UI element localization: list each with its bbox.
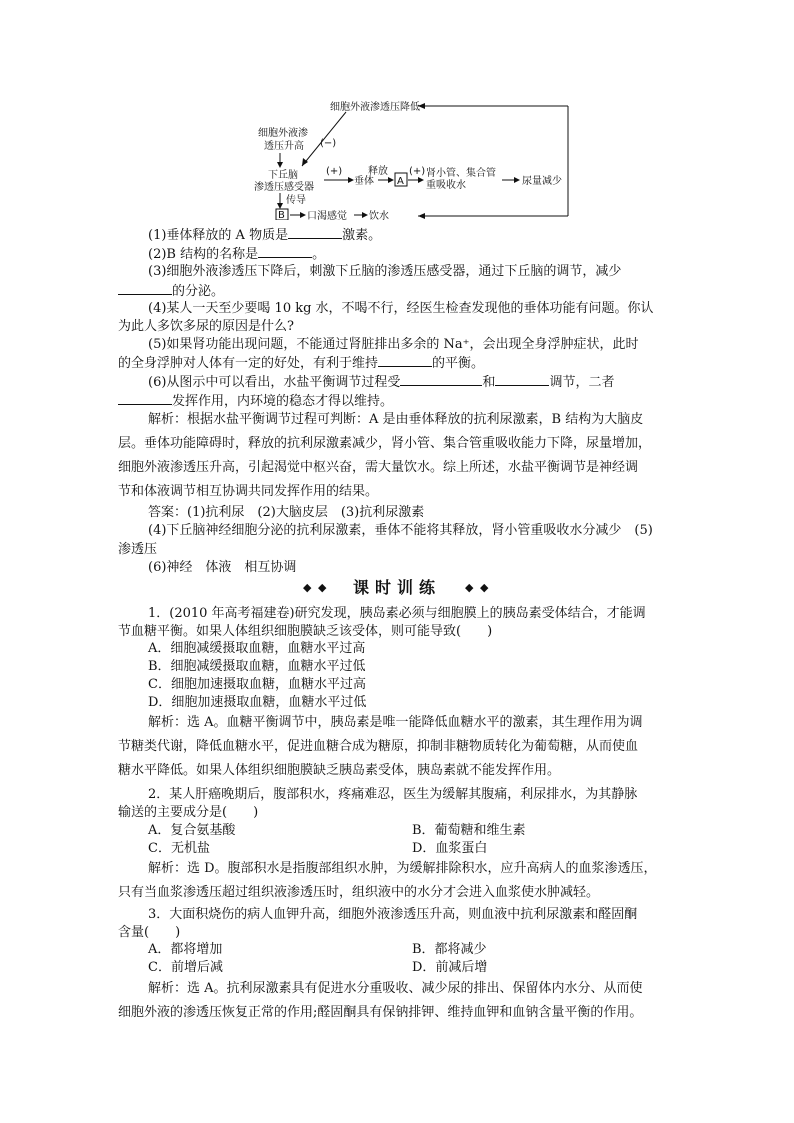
hypothalamus-label-2: 渗透压感受器 [254,182,314,193]
ex3-explanation-1: 解析：选 A。抗利尿激素具有促进水分重吸收、减少尿的排出、保留体内水分、从而使 [148,981,643,996]
question-2 [148,245,325,264]
question-4-line2: 为此人多饮多尿的原因是什么? [118,319,294,334]
q6-blank-2 [495,373,549,386]
ex3-option-b: B．都将减少 [412,942,487,957]
arrow-to-tubule-head [418,177,424,183]
banner-title: 课时训练 [352,578,441,597]
ex1-explanation-2: 节糖类代谢，降低血糖水平，促进血糖合成为糖原，抑制非糖物质转化为葡萄糖，从而使血 [118,739,639,754]
box-a-label: A [397,176,404,187]
q5-tail: 的平衡。 [432,356,485,371]
left-label-1: 细胞外液渗 [258,128,308,139]
ex2-explanation-2: 只有当血浆渗透压超过组织液渗透压时，组织液中的水分才会进入血浆使水肿减轻。 [118,885,600,900]
ex1-stem-line1: 1．(2010 年高考福建卷)研究发现，胰岛素必须与细胞膜上的胰岛素受体结合，才能调 [148,606,646,621]
ex1-option-a: A．细胞减缓摄取血糖，血糖水平过高 [148,641,366,656]
question-6-line2 [118,392,393,411]
q6-tail: 调节，二者 [549,375,615,390]
q6-blank-3 [118,392,172,405]
section-banner [0,577,794,599]
ex2-option-a: A．复合氨基酸 [148,823,236,838]
arrow-to-thirst-head [300,212,306,218]
water-salt-regulation-diagram [250,96,580,220]
ex2-option-b: B．葡萄糖和维生素 [412,823,526,838]
question-1 [148,226,381,245]
ex1-stem-line2: 节血糖平衡。如果人体组织细胞膜缺乏该受体，则可能导致( ) [118,624,493,639]
ex3-option-d: D．前减后增 [412,960,488,975]
q6-text: (6)从图示中可以看出，水盐平衡调节过程受 [148,375,401,390]
top-label: 细胞外液渗透压降低 [330,102,420,113]
ex3-stem-line1: 3．大面积烧伤的病人血钾升高，细胞外液渗透压升高，则血液中抗利尿激素和醛固酮 [148,907,638,922]
ex2-stem-line1: 2．某人肝癌晚期后，腹部积水，疼痛难忍，医生为缓解其腹痛，利尿排水，为其静脉 [148,787,638,802]
arrow-to-drink-head [362,212,368,218]
analysis-line-1: 解析：根据水盐平衡调节过程可判断：A 是由垂体释放的抗利尿激素，B 结构为大脑皮 [148,412,644,427]
q5-blank [378,354,432,367]
analysis-line-3: 细胞外液渗透压升高，引起渴觉中枢兴奋，需大量饮水。综上所述，水盐平衡调节是神经调 [118,460,639,475]
pituitary-label: 垂体 [354,176,374,187]
q2-tail: 。 [312,247,326,262]
conduct-label: 传导 [286,195,306,206]
plus-sign-2: (+) [409,166,426,177]
hypothalamus-label-1: 下丘脑 [268,170,298,181]
ex3-option-c: C．前增后减 [148,960,223,975]
ex1-explanation-3: 糖水平降低。如果人体组织细胞膜缺乏胰岛素受体，胰岛素就不能发挥作用。 [118,763,561,778]
tubule-label-1: 肾小管、集合管 [426,168,496,179]
q2-blank [258,245,312,258]
thirst-label: 口渴感觉 [307,211,347,220]
ex3-option-a: A．都将增加 [148,942,223,957]
box-b-label: B [278,210,285,220]
question-5-line1: (5)如果肾功能出现问题，不能通过肾脏排出多余的 Na⁺，会出现全身浮肿症状，此时 [148,337,639,352]
arrow-release-head [388,177,394,183]
banner-diamond-left-2: ◆ [318,581,327,594]
q3-blank [118,282,172,295]
answers-line-1: 答案：(1)抗利尿 (2)大脑皮层 (3)抗利尿激素 [148,505,425,520]
ex2-option-c: C．无机盐 [148,841,210,856]
answers-line-4: (6)神经 体液 相互协调 [148,560,297,575]
negative-sign: (−) [320,138,337,149]
ex3-explanation-2: 细胞外液的渗透压恢复正常的作用;醛固酮具有保钠排钾、维持血钾和血钠含量平衡的作用。 [118,1005,643,1020]
q1-text: (1)垂体释放的 A 物质是 [148,228,289,243]
ex2-option-d: D．血浆蛋白 [412,841,488,856]
q6-line2-text: 发挥作用，内环境的稳态才得以维持。 [172,394,394,409]
q1-tail: 激素。 [342,228,382,243]
left-down-arrowhead [277,162,283,168]
ex1-option-d: D．细胞加速摄取血糖，血糖水平过低 [148,695,367,710]
ex2-explanation-1: 解析：选 D。腹部积水是指腹部组织水肿，为缓解排除积水，应升高病人的血浆渗透压， [148,861,657,876]
answers-line-2: (4)下丘脑神经细胞分泌的抗利尿激素，垂体不能将其释放，肾小管重吸收水分减少 (5) [148,523,653,538]
q1-blank [288,226,342,239]
question-3-line1: (3)细胞外液渗透压下降后，刺激下丘脑的渗透压感受器，通过下丘脑的调节，减少 [148,264,622,279]
q5-text: 的全身浮肿对人体有一定的好处，有利于维持 [118,356,379,371]
tubule-label-2: 重吸收水 [426,180,466,191]
conduct-arrowhead [277,203,283,209]
question-5-line2 [118,354,484,373]
ex1-option-c: C．细胞加速摄取血糖，血糖水平过高 [148,677,366,692]
q2-text: (2)B 结构的名称是 [148,247,259,262]
release-label: 释放 [368,166,388,177]
plus-sign-1: (+) [326,166,343,177]
q6-blank-1 [400,373,482,386]
drink-arrowhead [418,213,425,219]
ex1-option-b: B．细胞减缓摄取血糖，血糖水平过低 [148,659,366,674]
ex1-explanation-1: 解析：选 A。血糖平衡调节中，胰岛素是唯一能降低血糖水平的激素，其生理作用为调 [148,715,643,730]
answers-line-3: 渗透压 [118,542,158,557]
banner-diamond-left-1: ◆ [303,581,312,594]
question-3-line2 [118,282,224,301]
ex3-stem-line2: 含量( ) [118,925,181,940]
question-6-line1 [148,373,614,392]
analysis-line-4: 节和体液调节相互协调共同发挥作用的结果。 [118,484,379,499]
drink-label: 饮水 [369,211,389,220]
urine-label: 尿量减少 [522,176,562,187]
ex2-stem-line2: 输送的主要成分是( ) [118,805,259,820]
analysis-line-2: 层。垂体功能障碍时，释放的抗利尿激素减少，肾小管、集合管重吸收能力下降，尿量增加， [118,436,652,451]
q6-and: 和 [482,375,496,390]
question-4-line1: (4)某人一天至少要喝 10 kg 水，不喝不行，经医生检查发现他的垂体功能有问题。你认 [148,301,654,316]
left-label-2: 透压升高 [264,141,304,152]
q3-tail: 的分泌。 [172,284,225,299]
banner-diamond-right-2: ◆ [480,581,489,594]
arrow-to-urine-head [514,177,520,183]
banner-diamond-right-1: ◆ [465,581,474,594]
